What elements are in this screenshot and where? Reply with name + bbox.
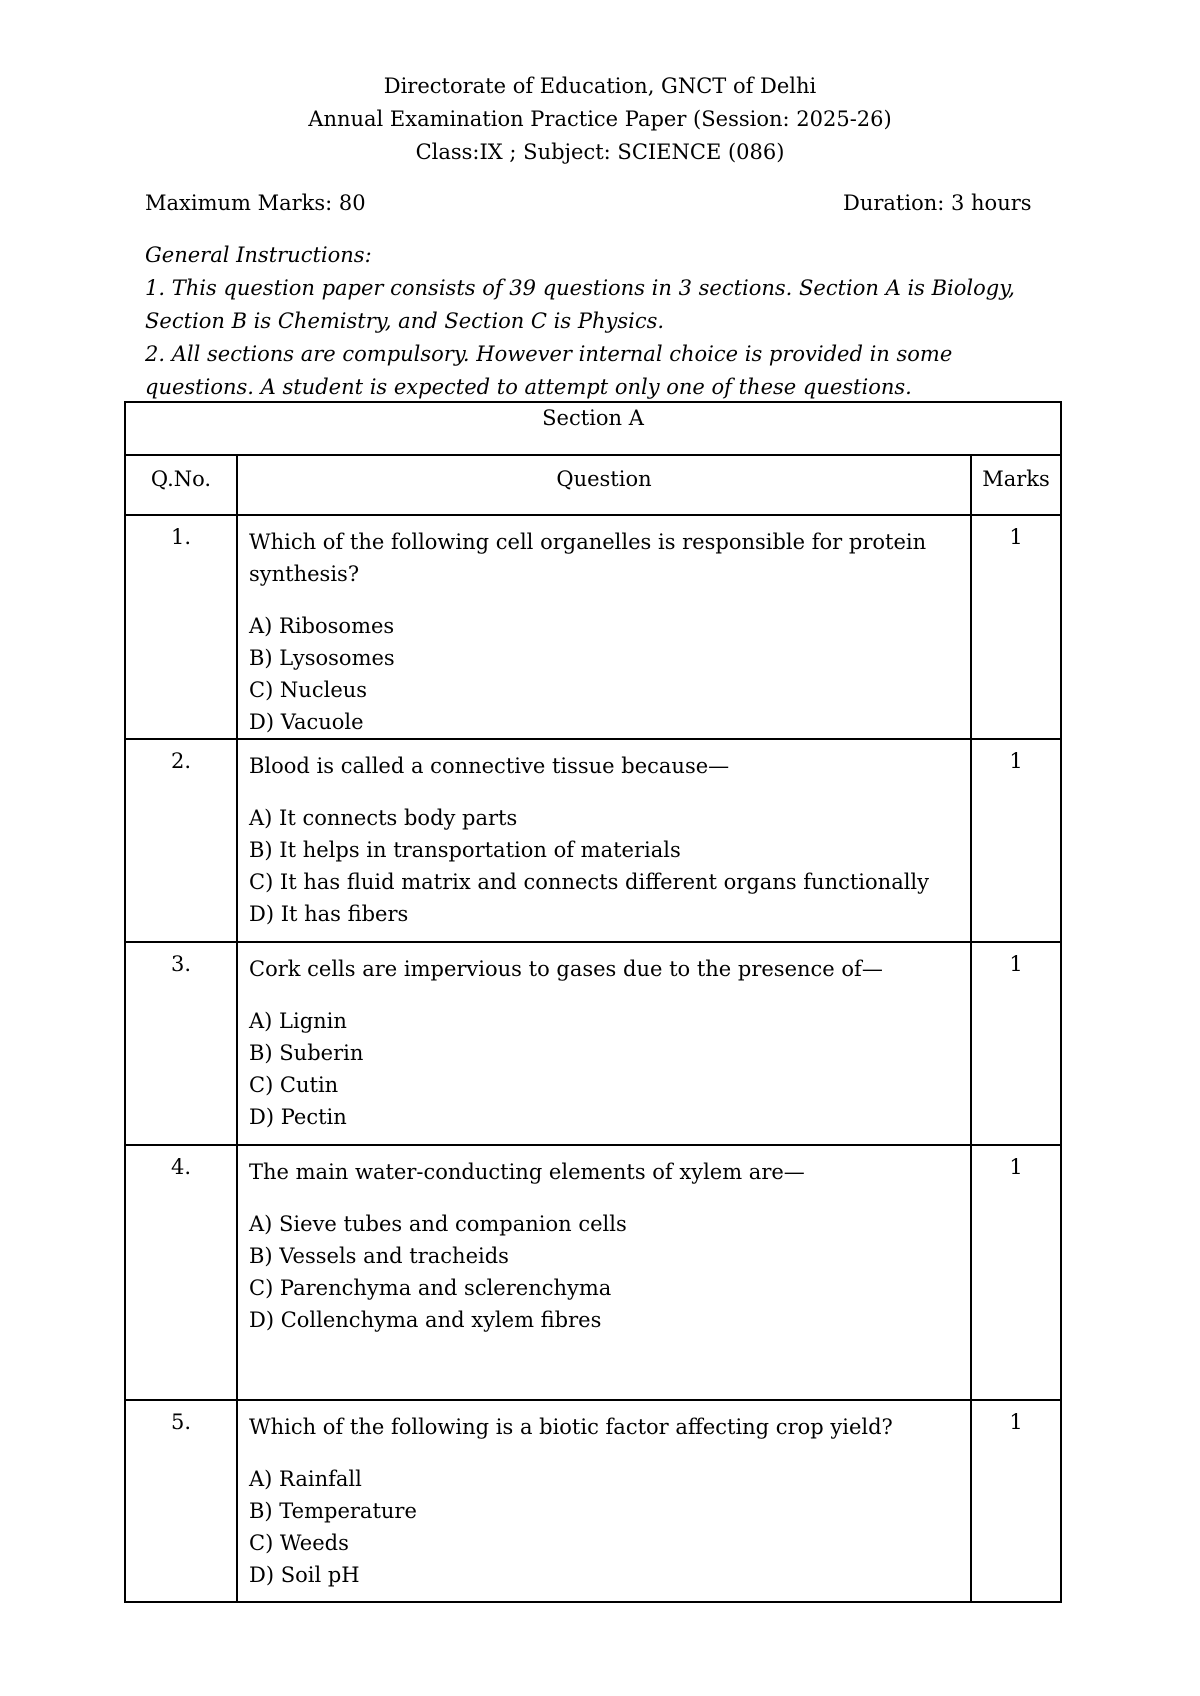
question-stem: Which of the following is a biotic factor affecting crop yield? (249, 1415, 893, 1439)
option-a: A) Ribosomes (249, 614, 395, 638)
option-c: C) Parenchyma and sclerenchyma (249, 1276, 612, 1300)
option-b: B) It helps in transportation of materials (249, 838, 681, 862)
option-c: C) Weeds (249, 1531, 349, 1555)
question-cell (237, 515, 971, 739)
option-d: D) It has fibers (249, 902, 409, 926)
option-d: D) Vacuole (249, 710, 364, 734)
option-a: A) It connects body parts (249, 806, 518, 830)
question-marks: 1 (971, 515, 1061, 739)
question-marks: 1 (971, 739, 1061, 942)
question-number: 2. (125, 739, 237, 942)
option-a: A) Sieve tubes and companion cells (249, 1212, 627, 1236)
option-b: B) Suberin (249, 1041, 364, 1065)
question-stem: The main water-conducting elements of xylem are— (249, 1160, 805, 1184)
header-directorate: Directorate of Education, GNCT of Delhi (383, 74, 817, 98)
question-number: 5. (125, 1400, 237, 1602)
option-c: C) Cutin (249, 1073, 339, 1097)
instructions-heading: General Instructions: (145, 243, 372, 267)
duration: Duration: 3 hours (843, 191, 1032, 215)
instruction-1: 1. This question paper consists of 39 questions in 3 sections. Section A is Biology, Section B is Chemistry, and Section C is Physics. (145, 276, 1015, 333)
header-exam-title: Annual Examination Practice Paper (Session: 2025-26) (308, 107, 892, 131)
question-stem: Blood is called a connective tissue because— (249, 754, 730, 778)
table-row (125, 1145, 1061, 1400)
option-d: D) Collenchyma and xylem fibres (249, 1308, 602, 1332)
option-d: D) Soil pH (249, 1563, 360, 1587)
question-number: 4. (125, 1145, 237, 1400)
table-row (125, 739, 1061, 942)
questions-table (124, 401, 1062, 1603)
max-marks: Maximum Marks: 80 (145, 191, 366, 215)
option-b: B) Vessels and tracheids (249, 1244, 509, 1268)
question-number: 3. (125, 942, 237, 1145)
option-b: B) Lysosomes (249, 646, 395, 670)
option-a: A) Rainfall (249, 1467, 362, 1491)
question-stem: Cork cells are impervious to gases due to the presence of— (249, 957, 883, 981)
question-cell (237, 1400, 971, 1602)
option-c: C) It has fluid matrix and connects different organs functionally (249, 870, 930, 894)
table-row (125, 942, 1061, 1145)
question-cell (237, 942, 971, 1145)
question-marks: 1 (971, 942, 1061, 1145)
question-marks: 1 (971, 1145, 1061, 1400)
table-row (125, 1400, 1061, 1602)
question-cell (237, 739, 971, 942)
question-number: 1. (125, 515, 237, 739)
question-marks: 1 (971, 1400, 1061, 1602)
option-b: B) Temperature (249, 1499, 417, 1523)
question-cell (237, 1145, 971, 1400)
col-header-marks: Marks (971, 455, 1061, 515)
section-title: Section A (125, 402, 1061, 455)
col-header-question: Question (237, 455, 971, 515)
header-class-subject: Class:IX ; Subject: SCIENCE (086) (415, 140, 785, 164)
option-d: D) Pectin (249, 1105, 347, 1129)
table-row (125, 515, 1061, 739)
question-stem: Which of the following cell organelles is responsible for protein synthesis? (249, 530, 927, 586)
option-c: C) Nucleus (249, 678, 368, 702)
instruction-2: 2. All sections are compulsory. However internal choice is provided in some questions. A student is expected to attempt only one of these questions. (145, 342, 953, 399)
option-a: A) Lignin (249, 1009, 347, 1033)
col-header-qno: Q.No. (125, 455, 237, 515)
